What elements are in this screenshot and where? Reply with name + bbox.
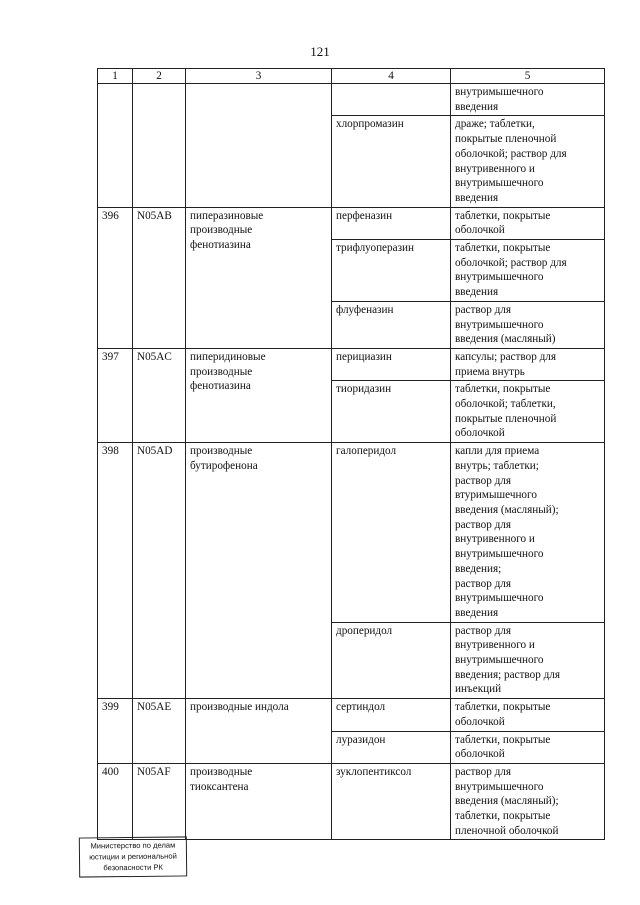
drug-name-line: сертиндол (336, 701, 386, 714)
atc-code-cell (133, 84, 186, 208)
dosage-form-line: внутримышечного (455, 780, 544, 793)
drug-group-cell (186, 763, 332, 840)
dosage-form-line: внутримышечного (455, 548, 544, 561)
drug-group-cell (186, 699, 332, 764)
dosage-form-line: раствор для (455, 624, 512, 637)
drug-group-line: пиперазиновые (190, 209, 264, 222)
dosage-form-cell (451, 240, 605, 302)
table-row (98, 207, 605, 239)
dosage-form-cell (451, 622, 605, 699)
drug-group-line: тиоксантена (190, 780, 249, 793)
dosage-form-line: таблетки, покрытые (455, 810, 551, 823)
atc-code-cell: N05AC (133, 348, 186, 442)
drug-name-line: тиоридазин (336, 383, 392, 396)
drug-name-line: перфеназин (336, 209, 393, 222)
dosage-form-line: внутримышечного (455, 318, 544, 331)
dosage-form-line: оболочкой (455, 748, 505, 761)
stamp-line: безопасности РК (103, 862, 163, 873)
dosage-form-line: капли для приема (455, 445, 540, 458)
dosage-form-line: раствор для (455, 474, 512, 487)
row-number-cell: 396 (98, 207, 133, 348)
table-body (98, 84, 605, 840)
drug-group-line: производные (190, 365, 253, 378)
drug-name-line: флуфеназин (336, 303, 394, 316)
dosage-form-line: раствор для (455, 518, 512, 531)
drug-group-line: бутирофенона (190, 459, 258, 472)
dosage-form-line: покрытые пленочной (455, 133, 557, 146)
page-number: 121 (310, 44, 330, 59)
dosage-form-cell (451, 116, 605, 207)
dosage-form-line: покрытые пленочной (455, 412, 557, 425)
drug-name-cell (332, 116, 451, 207)
atc-code-cell: N05AD (133, 443, 186, 699)
drug-name-line: трифлуоперазин (336, 242, 414, 255)
drug-name-cell (332, 84, 451, 116)
table-row (98, 763, 605, 840)
atc-code-cell: N05AE (133, 699, 186, 764)
drug-name-cell (332, 622, 451, 699)
drug-name-line: зуклопентиксол (336, 765, 412, 778)
dosage-form-line: введения (455, 191, 499, 204)
dosage-form-line: введения (масляный) (455, 333, 556, 346)
table-row (98, 443, 605, 622)
drug-name-cell (332, 699, 451, 731)
dosage-form-line: драже; таблетки, (455, 118, 535, 131)
dosage-form-cell (451, 763, 605, 840)
dosage-form-line: таблетки, покрытые (455, 733, 551, 746)
ministry-stamp (79, 836, 187, 877)
drug-name-cell (332, 301, 451, 348)
drug-group-line: фенотиазина (190, 239, 251, 252)
dosage-form-line: втуримышечного (455, 489, 537, 502)
drug-name-cell (332, 763, 451, 840)
dosage-form-line: оболочкой; раствор для (455, 147, 567, 160)
drug-name-cell (332, 348, 451, 380)
drug-name-cell (332, 207, 451, 239)
dosage-form-line: введения (455, 606, 499, 619)
dosage-form-line: раствор для (455, 303, 512, 316)
drug-name-cell (332, 381, 451, 443)
row-number-cell: 398 (98, 443, 133, 699)
drug-name-cell (332, 731, 451, 763)
dosage-form-cell (451, 301, 605, 348)
atc-code-cell: N05AF (133, 763, 186, 840)
dosage-form-line: внутривенного и (455, 639, 535, 652)
drug-name-line: галоперидол (336, 445, 397, 458)
drug-name-cell (332, 240, 451, 302)
row-number-cell: 397 (98, 348, 133, 442)
dosage-form-line: введения; раствор для (455, 668, 561, 681)
column-header: 5 (451, 69, 605, 84)
drug-group-cell (186, 207, 332, 348)
drug-name-line: перициазин (336, 350, 392, 363)
dosage-form-cell (451, 731, 605, 763)
row-number-cell (98, 84, 133, 208)
column-header: 1 (98, 69, 133, 84)
drug-group-line: производные (190, 765, 253, 778)
dosage-form-line: внутримышечного (455, 177, 544, 190)
stamp-line: Министерство по делам (90, 840, 176, 851)
column-header: 3 (186, 69, 332, 84)
dosage-form-line: оболочкой (455, 224, 505, 237)
dosage-form-line: капсулы; раствор для (455, 350, 557, 363)
dosage-form-cell (451, 381, 605, 443)
dosage-form-line: внутрь; таблетки; (455, 459, 539, 472)
dosage-form-line: таблетки, покрытые (455, 383, 551, 396)
column-header: 2 (133, 69, 186, 84)
column-header: 4 (332, 69, 451, 84)
drug-group-cell (186, 348, 332, 442)
dosage-form-line: внутримышечного (455, 592, 544, 605)
drug-group-line: фенотиазина (190, 380, 251, 393)
drug-group-line: производные (190, 445, 253, 458)
dosage-form-line: оболочкой (455, 427, 505, 440)
dosage-form-line: внутривенного и (455, 533, 535, 546)
atc-code-cell: N05AB (133, 207, 186, 348)
drug-group-line: производные индола (190, 701, 289, 714)
table-header-row (98, 69, 605, 84)
dosage-form-line: таблетки, покрытые (455, 209, 551, 222)
dosage-form-line: внутримышечного (455, 86, 544, 98)
drug-group-line: пиперидиновые (190, 350, 266, 363)
dosage-form-line: оболочкой; таблетки, (455, 398, 556, 411)
drug-name-line: дроперидол (336, 624, 393, 637)
stamp-line: юстиции и региональной (89, 851, 177, 862)
table-row (98, 699, 605, 731)
dosage-form-line: раствор для (455, 765, 512, 778)
dosage-form-line: введения (455, 286, 499, 299)
dosage-form-cell (451, 207, 605, 239)
dosage-form-line: внутримышечного (455, 271, 544, 284)
dosage-form-line: таблетки, покрытые (455, 701, 551, 714)
dosage-form-line: раствор для (455, 577, 512, 590)
dosage-form-cell (451, 348, 605, 380)
drug-name-line: луразидон (336, 733, 386, 746)
drug-group-cell (186, 84, 332, 208)
dosage-form-cell (451, 443, 605, 622)
drug-group-line: производные (190, 224, 253, 237)
drug-name-cell (332, 443, 451, 622)
dosage-form-cell (451, 699, 605, 731)
drug-classification-table (97, 68, 605, 840)
drug-name-line: хлорпромазин (336, 118, 404, 131)
dosage-form-line: таблетки, покрытые (455, 242, 551, 255)
dosage-form-line: введения (455, 100, 499, 113)
dosage-form-line: введения (масляный); (455, 503, 559, 516)
dosage-form-line: приема внутрь (455, 365, 525, 378)
dosage-form-line: введения (масляный); (455, 795, 559, 808)
table-row (98, 348, 605, 380)
dosage-form-line: внутримышечного (455, 654, 544, 667)
table-row (98, 84, 605, 116)
dosage-form-line: оболочкой (455, 715, 505, 728)
dosage-form-line: пленочной оболочкой (455, 824, 559, 837)
dosage-form-line: введения; (455, 562, 502, 575)
row-number-cell: 399 (98, 699, 133, 764)
dosage-form-cell (451, 84, 605, 116)
dosage-form-line: инъекций (455, 683, 502, 696)
dosage-form-line: оболочкой; раствор для (455, 256, 567, 269)
dosage-form-line: внутривенного и (455, 162, 535, 175)
row-number-cell: 400 (98, 763, 133, 840)
drug-group-cell (186, 443, 332, 699)
